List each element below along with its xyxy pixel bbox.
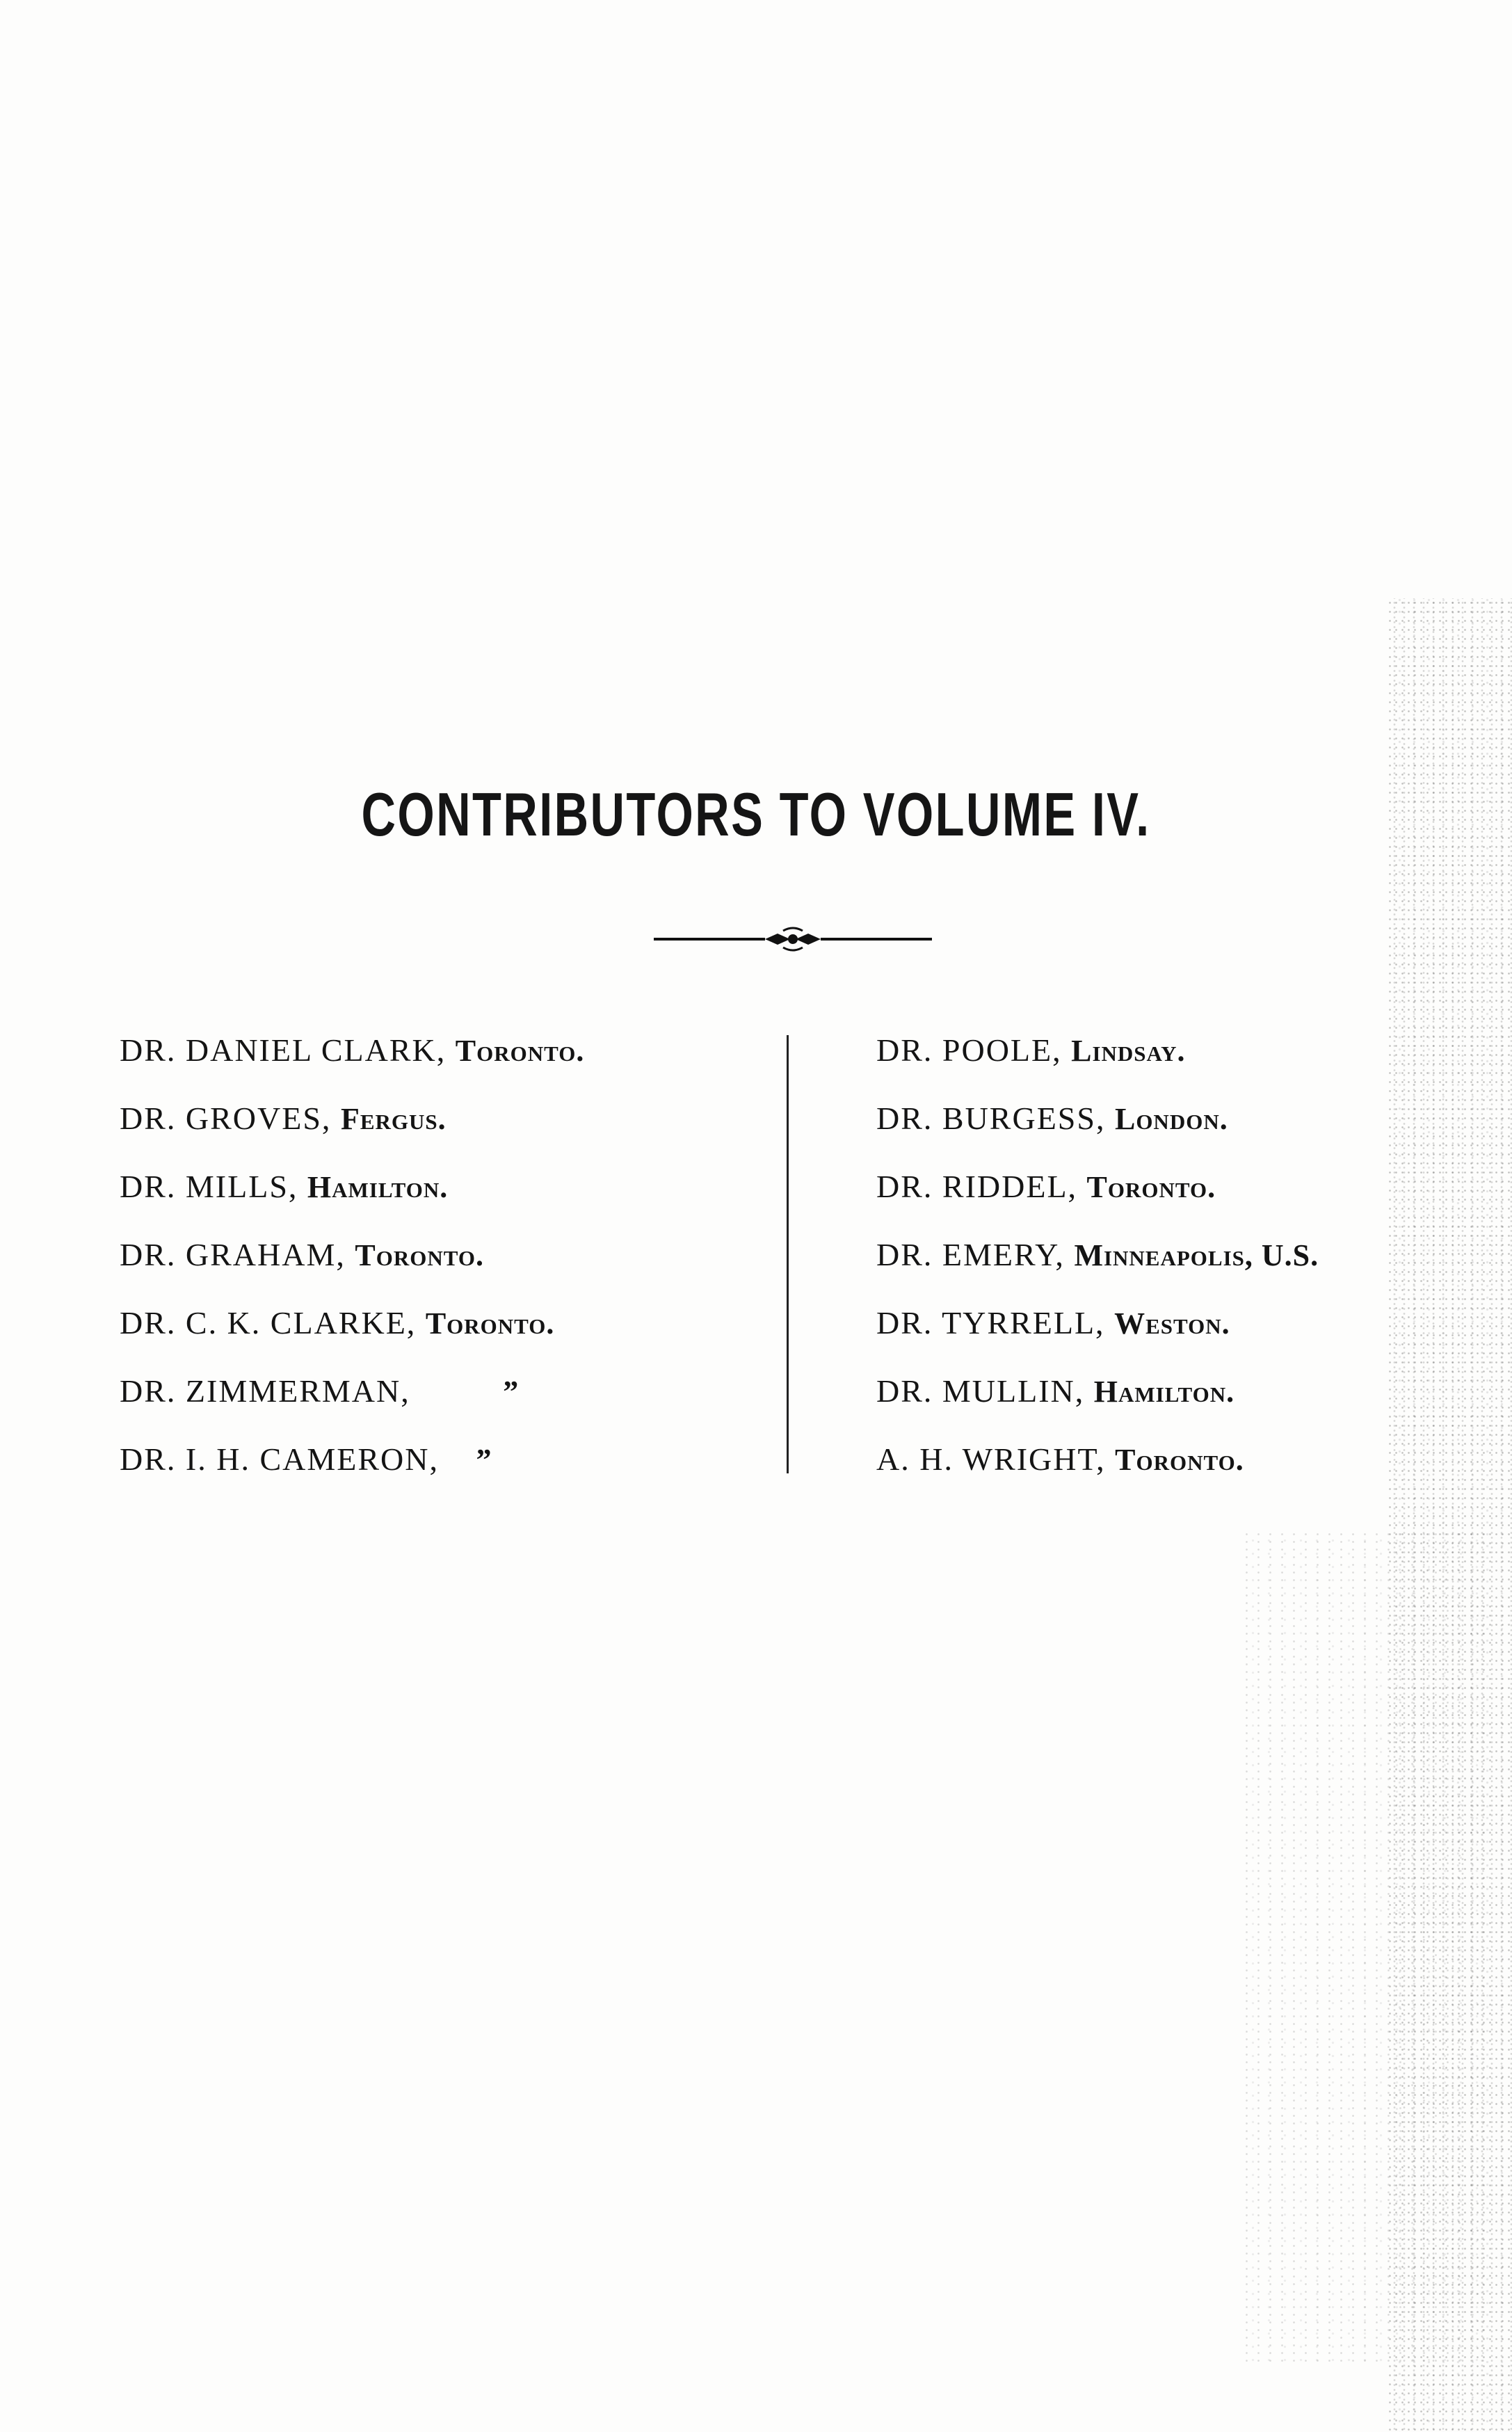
contributor-name: DR. BURGESS,: [876, 1101, 1106, 1136]
contributor-place: Toronto.: [425, 1306, 555, 1341]
contributor-place: Lindsay.: [1071, 1034, 1186, 1068]
contributor-place: Weston.: [1114, 1306, 1230, 1341]
contributor-place: Hamilton.: [307, 1170, 449, 1204]
contributor-name: DR. TYRRELL,: [876, 1305, 1105, 1341]
contributor-name: DR. GROVES,: [120, 1101, 332, 1136]
contributor-entry: [876, 1030, 1488, 1098]
contributor-place: Toronto.: [455, 1034, 585, 1068]
contributor-name: DR. MILLS,: [120, 1169, 298, 1204]
contributor-entry: [876, 1439, 1488, 1507]
contributor-entry: [876, 1234, 1488, 1302]
contributor-entry: [876, 1302, 1488, 1370]
contributor-place: Fergus.: [340, 1102, 447, 1136]
contributor-place: Toronto.: [355, 1238, 484, 1272]
contributors-left-column: [120, 1030, 746, 1507]
contributor-name: DR. EMERY,: [876, 1237, 1065, 1272]
contributor-name: DR. GRAHAM,: [120, 1237, 346, 1272]
contributor-entry: [120, 1439, 746, 1507]
contributor-entry: [120, 1302, 746, 1370]
contributor-place: Toronto.: [1115, 1443, 1244, 1477]
contributor-name: DR. POOLE,: [876, 1032, 1062, 1068]
contributor-name: DR. MULLIN,: [876, 1373, 1085, 1409]
contributor-entry: [876, 1098, 1488, 1166]
contributor-entry: [120, 1234, 746, 1302]
contributor-name: DR. I. H. CAMERON,: [120, 1441, 439, 1477]
contributor-name: DR. ZIMMERMAN,: [120, 1373, 410, 1409]
contributor-name: DR. RIDDEL,: [876, 1169, 1078, 1204]
ornament-rule: [654, 925, 932, 953]
column-divider: [787, 1035, 789, 1473]
contributor-entry: [120, 1098, 746, 1166]
contributor-place: ”: [476, 1443, 492, 1477]
contributor-entry: [120, 1166, 746, 1234]
contributor-entry: [120, 1030, 746, 1098]
contributor-place: ”: [503, 1375, 520, 1409]
scan-noise-lower: [1241, 1530, 1491, 2365]
contributor-place: Hamilton.: [1093, 1375, 1235, 1409]
contributor-entry: [876, 1166, 1488, 1234]
contributor-name: DR. C. K. CLARKE,: [120, 1305, 417, 1341]
page-title: CONTRIBUTORS TO VOLUME IV.: [361, 780, 1151, 849]
contributor-place: Minneapolis, U.S.: [1074, 1238, 1319, 1272]
contributor-name: A. H. WRIGHT,: [876, 1441, 1106, 1477]
contributor-entry: [876, 1370, 1488, 1439]
contributor-entry: [120, 1370, 746, 1439]
contributor-name: DR. DANIEL CLARK,: [120, 1032, 447, 1068]
contributors-right-column: [876, 1030, 1488, 1507]
contributor-place: Toronto.: [1086, 1170, 1216, 1204]
contributor-place: London.: [1114, 1102, 1228, 1136]
